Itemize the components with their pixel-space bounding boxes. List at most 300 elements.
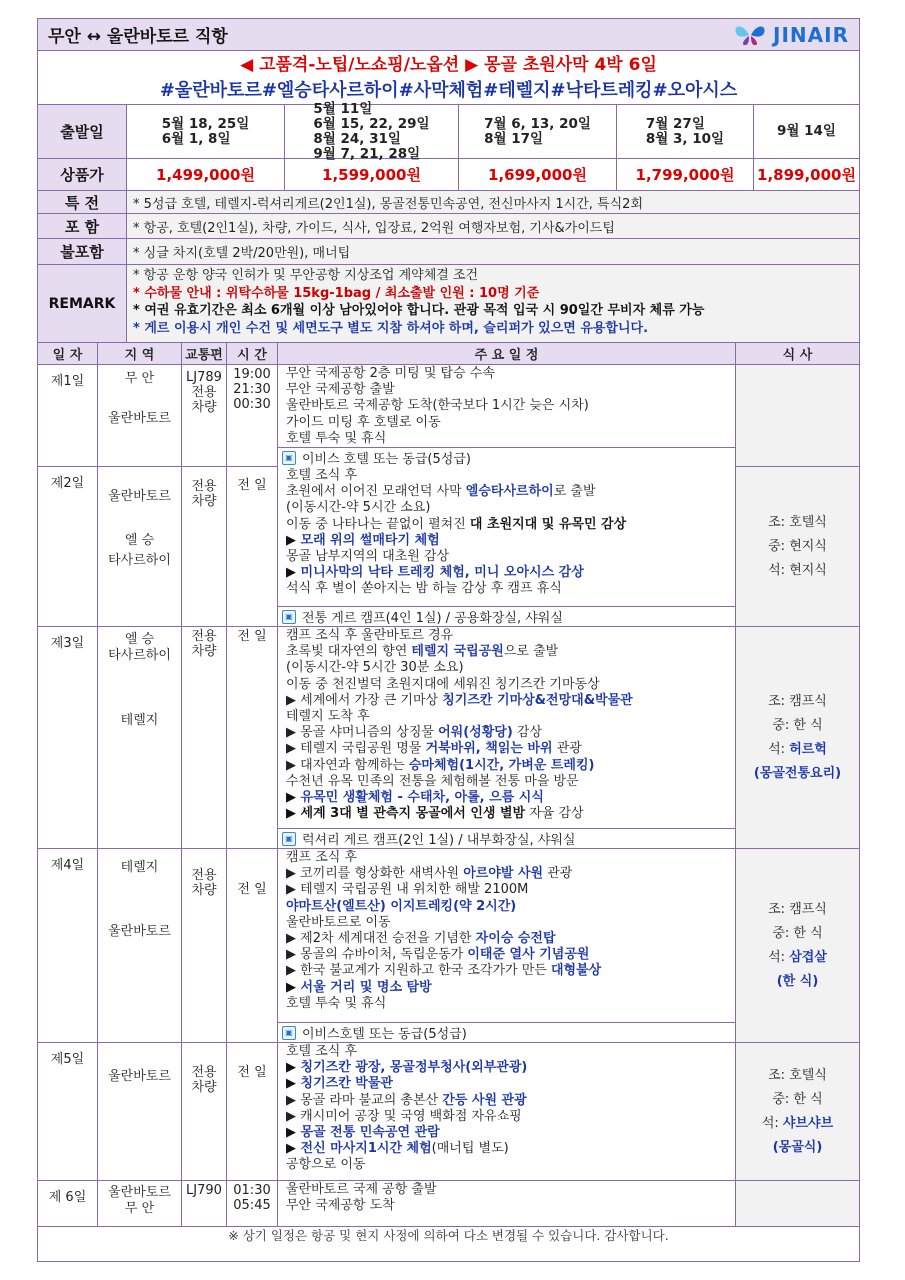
remark-line: * 여권 유효기간은 최소 6개월 이상 남아있어야 합니다. 관광 목적 입국 시 90일간 무비자 체류 가능: [133, 303, 705, 318]
text-segment: 칭기즈칸 기마상&전망대&박물관: [442, 692, 633, 708]
text-segment: (이동시간-약 5시간 30분 소요): [286, 660, 464, 676]
col-header-day: 일 자: [38, 343, 98, 364]
price-values: [127, 159, 859, 190]
time-item: 전 일: [237, 478, 267, 493]
text-segment: ▶ 세계에서 가장 큰 기마상: [286, 692, 443, 708]
schedule-line: [286, 1157, 735, 1173]
schedule-line: [286, 677, 735, 693]
day-region: [98, 467, 182, 626]
promo-banner: [38, 51, 859, 105]
meal-item: [773, 1136, 823, 1160]
excluded-row: [38, 239, 859, 265]
schedule-header: [38, 343, 859, 365]
price-value: 1,799,000원: [635, 166, 735, 184]
price-cell: [754, 159, 859, 190]
price-cell: [459, 159, 617, 190]
schedule-line: [286, 996, 735, 1012]
remark-row: [38, 265, 859, 343]
day-row: [38, 365, 859, 467]
price-cell: [285, 159, 459, 190]
text-segment: 울란바토르 국제공항 도착(한국보다 1시간 늦은 시차): [286, 398, 589, 414]
text-segment: 울란바토르로 이동: [286, 914, 391, 930]
schedule-lines: [278, 627, 735, 828]
col-header-region: 지 역: [98, 343, 182, 364]
region-name: 울란바토르: [108, 924, 171, 939]
schedule-line: [286, 758, 735, 774]
features-row: [38, 191, 859, 214]
region-name: 무 안: [124, 1201, 155, 1216]
text-segment: 테렐지 도착 후: [286, 709, 370, 725]
text-segment: 전신 마사지1시간 체험: [300, 1141, 432, 1157]
remark-text: [127, 265, 859, 342]
text-segment: (몽골전통요리): [753, 765, 842, 781]
text-segment: ▶: [286, 1060, 301, 1076]
text-segment: 대형불상: [550, 963, 602, 979]
schedule-lines: [278, 1043, 735, 1180]
schedule-line: [286, 628, 735, 644]
text-segment: 무안 국제공항 출발: [286, 382, 395, 398]
text-segment: 승마체험(1시간, 가벼운 트레킹): [408, 757, 595, 773]
departure-date: 9월 14일: [777, 123, 836, 139]
text-segment: 감상: [512, 725, 543, 741]
day-transport: [182, 467, 227, 626]
excluded-text: * 싱글 차지(호텔 2박/20만원), 매너팁: [127, 239, 859, 264]
text-segment: 이태준 열사 기념공원: [467, 947, 590, 963]
text-segment: 거북바위, 책읽는 바위: [425, 741, 553, 757]
schedule-line: [286, 1093, 735, 1109]
time-item: 전 일: [237, 1065, 267, 1080]
text-segment: (이동시간-약 5시간 소요): [286, 500, 431, 516]
schedule-line: [286, 1076, 735, 1092]
price-value: 1,699,000원: [488, 166, 587, 184]
remark-label: REMARK: [38, 265, 127, 342]
schedule-line: [286, 644, 735, 660]
departure-date-cell: [127, 105, 285, 158]
text-segment: 중: 한 식: [772, 925, 823, 941]
text-segment: 무안 국제공항 도착: [286, 1198, 395, 1214]
included-label: 포 함: [38, 214, 127, 238]
day-schedule: [278, 467, 736, 626]
day-number: 제2일: [38, 467, 98, 626]
region-name: 울란바토르: [108, 1069, 171, 1084]
schedule-line: [286, 1060, 735, 1076]
text-segment: 허르헉: [789, 741, 827, 757]
schedule-line: [286, 533, 735, 549]
schedule-line: [286, 565, 735, 581]
text-segment: 캠프 조식 후: [286, 850, 358, 865]
text-segment: 초원에서 이어진 모래언덕 사막: [286, 484, 466, 500]
price-value: 1,499,000원: [156, 166, 255, 184]
text-segment: 몽골 전통 민속공연 관람: [300, 1125, 440, 1141]
included-row: [38, 214, 859, 239]
schedule-lines: [278, 1181, 735, 1226]
text-segment: ▶: [286, 1076, 301, 1092]
hotel-icon: ▣: [282, 832, 296, 846]
transport-item: 차량: [191, 1080, 217, 1095]
region-name: 테렐지: [120, 860, 159, 875]
meal-item: [772, 1088, 822, 1112]
schedule-body: [38, 365, 859, 1227]
departure-date-lines: [646, 117, 724, 147]
schedule-line: [286, 931, 735, 947]
text-segment: ▶: [286, 979, 301, 995]
text-segment: ▶ 몽골 샤머니즘의 상징물: [286, 725, 439, 741]
hotel-info: [278, 1022, 735, 1042]
footer-note: ※ 상기 일정은 항공 및 현지 사정에 의하여 다소 변경될 수 있습니다. 감사합니다.: [228, 1228, 669, 1243]
day-number: 제 6일: [38, 1181, 98, 1226]
itinerary-sheet: [37, 18, 860, 1262]
departure-date-cell: [754, 105, 859, 158]
text-segment: ▶ 몽골의 슈바이처, 독립운동가: [286, 947, 468, 963]
text-segment: ▶: [286, 1125, 301, 1141]
remark-line: * 항공 운항 양국 인허가 및 무안공항 지상조업 계약체결 조건: [133, 268, 479, 283]
text-segment: 조: 캠프식: [768, 693, 827, 709]
schedule-line: [286, 899, 735, 915]
schedule-line: [286, 1141, 735, 1157]
departure-date-lines: [484, 117, 591, 147]
schedule-lines: [278, 365, 735, 447]
schedule-line: [286, 415, 735, 431]
day-number: 제1일: [38, 365, 98, 466]
text-segment: ▶: [286, 532, 301, 548]
text-segment: ▶ 테렐지 국립공원 명물: [286, 741, 426, 757]
transport-item: 전용: [191, 1065, 217, 1080]
price-value: 1,599,000원: [322, 166, 421, 184]
text-segment: 무안 국제공항 2층 미팅 및 탑승 수속: [286, 366, 495, 381]
schedule-line: [286, 431, 735, 447]
transport-item: [182, 853, 226, 868]
day-meals: [736, 849, 859, 1042]
day-transport: [182, 627, 227, 848]
meal-item: [768, 535, 827, 559]
region-name: 엘 승: [124, 632, 155, 647]
logo-text: JINAIR: [773, 22, 849, 47]
time-item: 01:30: [233, 1183, 271, 1198]
day-schedule: [278, 365, 736, 466]
day-meals: [736, 1043, 859, 1180]
meal-item: [768, 898, 827, 922]
text-segment: 엘승타사르하이: [465, 484, 554, 500]
text-segment: 호텔 투숙 및 휴식: [286, 430, 387, 446]
text-segment: 칭기즈칸 박물관: [300, 1076, 393, 1092]
text-segment: 대 초원지대 및 유목민 감상: [469, 516, 627, 532]
price-cell: [617, 159, 754, 190]
schedule-lines: [278, 849, 735, 1022]
transport-item: 차량: [191, 400, 217, 415]
text-segment: 어워(성황당): [438, 725, 513, 741]
meal-item: [768, 738, 827, 762]
region-name: 엘 승: [124, 533, 155, 548]
meal-item: [768, 559, 827, 583]
text-segment: (매너팁 별도): [431, 1141, 509, 1157]
departure-date: 8월 24, 31일: [313, 130, 401, 147]
route-title: 무안 ↔ 울란바토르 직항: [48, 27, 228, 47]
day-row: [38, 467, 859, 627]
meal-item: [777, 970, 819, 994]
departure-date-cell: [459, 105, 617, 158]
features-text: * 5성급 호텔, 테렐지-럭셔리게르(2인1실), 몽골전통민속공연, 전신마사지 1시간, 특식2회: [127, 191, 859, 213]
day-region: [98, 1043, 182, 1180]
day-number: 제3일: [38, 627, 98, 848]
col-header-schedule: 주 요 일 정: [278, 343, 736, 364]
text-segment: 캠프 조식 후 울란바토르 경유: [286, 628, 454, 643]
schedule-lines: [278, 467, 735, 606]
day-time: [227, 1181, 278, 1226]
region-name: 울란바토르: [108, 411, 171, 426]
text-segment: 칭기즈칸 광장, 몽골정부청사(외부관광): [300, 1060, 528, 1076]
text-segment: (몽골식): [772, 1139, 823, 1155]
text-segment: 조: 호텔식: [768, 1067, 827, 1083]
hotel-name: 전통 게르 캠프(4인 1실) / 공용화장실, 샤워실: [302, 611, 563, 626]
price-row: [38, 159, 859, 191]
hotel-icon: ▣: [282, 610, 296, 624]
day-row: [38, 1181, 859, 1227]
schedule-line: [286, 709, 735, 725]
text-segment: 공항으로 이동: [286, 1157, 366, 1173]
text-segment: 샤브샤브: [782, 1115, 834, 1131]
text-segment: 석:: [768, 741, 790, 757]
schedule-line: [286, 1044, 735, 1060]
meal-item: [768, 511, 827, 535]
day-time: [227, 849, 278, 1042]
day-transport: [182, 365, 227, 466]
departure-date: 7월 27일: [645, 115, 705, 132]
day-number: 제5일: [38, 1043, 98, 1180]
text-segment: ▶ 몽골 라마 불교의 총본산: [286, 1092, 443, 1108]
price-cell: [127, 159, 285, 190]
schedule-line: [286, 366, 735, 382]
schedule-line: [286, 484, 735, 500]
transport-item: LJ790: [186, 1183, 222, 1198]
text-segment: 중: 현지식: [768, 538, 827, 554]
text-segment: 석:: [761, 1115, 783, 1131]
schedule-line: [286, 398, 735, 414]
departure-date: 5월 18, 25일: [161, 115, 250, 132]
day-region: [98, 627, 182, 848]
included-text: * 항공, 호텔(2인1실), 차량, 가이드, 식사, 입장료, 2억원 여행자보험, 기사&가이드팁: [127, 214, 859, 238]
schedule-line: [286, 660, 735, 676]
meal-item: [772, 922, 822, 946]
departure-date-lines: [777, 124, 836, 139]
text-segment: ▶ 대자연과 함께하는: [286, 757, 409, 773]
text-segment: 유목민 생활체험 - 수태차, 아롤, 으름 시식: [300, 790, 544, 806]
text-segment: 조: 호텔식: [768, 514, 827, 530]
schedule-line: [286, 517, 735, 533]
region-name: [98, 899, 181, 921]
region-name: 테렐지: [120, 713, 159, 728]
schedule-line: [286, 774, 735, 790]
day-meals: [736, 1181, 859, 1226]
text-segment: 중: 한 식: [772, 717, 823, 733]
hotel-icon: ▣: [282, 451, 296, 465]
meal-item: [762, 1112, 833, 1136]
schedule-line: [286, 500, 735, 516]
hotel-info: [278, 828, 735, 848]
schedule-line: [286, 790, 735, 806]
departure-date-cell: [617, 105, 754, 158]
text-segment: 호텔 조식 후: [286, 1044, 358, 1059]
departure-date: 5월 11일: [313, 100, 373, 117]
text-segment: 조: 캠프식: [768, 901, 827, 917]
col-header-time: 시 간: [227, 343, 278, 364]
departure-dates: [127, 100, 859, 162]
text-segment: ▶ 테렐지 국립공원 내 위치한 해발 2100M: [286, 882, 529, 898]
schedule-line: [286, 1109, 735, 1125]
departure-date: 7월 6, 13, 20일: [484, 115, 591, 132]
transport-item: LJ789: [186, 370, 222, 385]
text-segment: 가이드 미팅 후 호텔로 이동: [286, 414, 441, 430]
text-segment: 석식 후 별이 쏟아지는 밤 하늘 감상 후 캠프 휴식: [286, 581, 562, 597]
schedule-line: [286, 963, 735, 979]
text-segment: 호텔 투숙 및 휴식: [286, 995, 387, 1011]
region-name: [98, 877, 181, 899]
day-region: [98, 849, 182, 1042]
col-header-meal: 식 사: [782, 348, 813, 363]
day-region: [98, 1181, 182, 1226]
text-segment: 간등 사원 관광: [442, 1092, 527, 1108]
day-row: [38, 849, 859, 1043]
excluded-label: 불포함: [38, 239, 127, 264]
banner-headline: ◀ 고품격-노팁/노쇼핑/노옵션 ▶ 몽골 초원사막 4박 6일: [240, 55, 657, 75]
transport-item: 차량: [191, 883, 217, 898]
departure-date: 8월 17일: [484, 130, 544, 147]
text-segment: 아르야발 사원: [463, 866, 544, 882]
text-segment: 호텔 조식 후: [286, 468, 358, 483]
transport-item: 전용: [191, 868, 217, 883]
text-segment: 중: 한 식: [772, 1091, 823, 1107]
meal-item: [768, 1064, 827, 1088]
schedule-line: [286, 850, 735, 866]
text-segment: ▶ 한국 불교계가 지원하고 한국 조각가가 만든: [286, 963, 551, 979]
day-time: [227, 627, 278, 848]
region-name: 무 안: [124, 371, 155, 386]
text-segment: 울란바토르 국제 공항 출발: [286, 1182, 437, 1197]
schedule-line: [286, 549, 735, 565]
text-segment: 테렐지 국립공원: [411, 644, 504, 660]
text-segment: ▶: [286, 565, 301, 581]
day-transport: [182, 849, 227, 1042]
schedule-line: [286, 915, 735, 931]
text-segment: 관광: [552, 741, 582, 757]
remark-line: * 게르 이용시 개인 수건 및 세면도구 별도 지참 하셔야 하며, 슬리퍼가 있으면 유용합니다.: [133, 320, 649, 336]
day-transport: [182, 1181, 227, 1226]
schedule-line: [286, 947, 735, 963]
schedule-line: [286, 382, 735, 398]
hotel-name: 이비스호텔 또는 동급(5성급): [302, 1027, 467, 1042]
meal-item: [754, 762, 841, 786]
text-segment: ▶ 제2차 세계대전 승전을 기념한: [286, 931, 476, 947]
butterfly-icon: [733, 23, 767, 47]
text-segment: 자율 감상: [525, 806, 584, 822]
time-item: 05:45: [233, 1198, 271, 1213]
price-label: 상품가: [38, 159, 127, 190]
transport-item: 전용: [191, 385, 217, 400]
hotel-info: [278, 447, 735, 467]
transport-item: 전용: [191, 479, 217, 494]
day-schedule: [278, 627, 736, 848]
col-header-transport: 교통편: [182, 343, 227, 364]
schedule-line: [286, 866, 735, 882]
schedule-line: [286, 468, 735, 484]
departure-row: [38, 100, 859, 162]
text-segment: ▶: [286, 790, 301, 806]
time-item: 전 일: [237, 629, 267, 644]
day-row: [38, 627, 859, 849]
departure-date: 6월 1, 8일: [161, 130, 231, 147]
text-segment: ▶: [286, 806, 301, 822]
text-segment: 이동 중 천진벌덕 초원지대에 세워진 칭기즈칸 기마동상: [286, 676, 600, 692]
region-name: [98, 680, 181, 696]
price-value: 1,899,000원: [757, 166, 856, 184]
text-segment: 으로 출발: [503, 644, 559, 660]
schedule-line: [286, 1198, 735, 1214]
schedule-line: [286, 1182, 735, 1198]
day-number: 제4일: [38, 849, 98, 1042]
day-region: [98, 365, 182, 466]
schedule-line: [286, 581, 735, 597]
schedule-line: [286, 741, 735, 757]
departure-date: 8월 3, 10일: [645, 130, 725, 147]
departure-date: 9월 7, 21, 28일: [313, 145, 421, 162]
schedule-line: [286, 806, 735, 822]
meal-item: [768, 946, 827, 970]
text-segment: 세계 3대 별 관측지 몽골에서 인생 별밤: [300, 806, 526, 822]
departure-date-lines: [313, 102, 429, 162]
schedule-line: [286, 725, 735, 741]
banner-hashtags: #울란바토르#엘승타사르하이#사막체험#테렐지#낙타트레킹#오아시스: [159, 80, 738, 101]
time-item: 21:30: [233, 382, 271, 397]
region-name: [98, 664, 181, 680]
text-segment: 서울 거리 및 명소 탐방: [300, 979, 432, 995]
day-meals: [736, 627, 859, 848]
features-label: 특 전: [38, 191, 127, 213]
airline-logo: [733, 23, 849, 47]
text-segment: 미니사막의 낙타 트레킹 체험, 미니 오아시스 감상: [300, 565, 584, 581]
text-segment: 모래 위의 썰매타기 체험: [300, 532, 440, 548]
day-time: [227, 467, 278, 626]
transport-item: 차량: [191, 644, 217, 659]
time-item: 00:30: [233, 397, 271, 412]
day-schedule: [278, 849, 736, 1042]
hotel-name: 이비스 호텔 또는 동급(5성급): [302, 452, 471, 468]
region-name: [98, 696, 181, 712]
transport-item: 차량: [191, 494, 217, 509]
schedule-line: [286, 882, 735, 898]
text-segment: 자이승 승전탑: [475, 931, 556, 947]
departure-date-cell: [285, 100, 459, 162]
text-segment: 몽골 남부지역의 대초원 감상: [286, 549, 450, 565]
text-segment: (한 식): [776, 973, 819, 989]
hotel-name: 럭셔리 게르 캠프(2인 1실) / 내부화장실, 샤워실: [302, 833, 576, 848]
text-segment: 수천년 유목 민족의 전통을 체험해볼 전통 마을 방문: [286, 773, 579, 789]
region-name: [98, 508, 181, 530]
day-schedule: [278, 1043, 736, 1180]
schedule-line: [286, 1125, 735, 1141]
hotel-icon: ▣: [282, 1026, 296, 1040]
day-transport: [182, 1043, 227, 1180]
hotel-info: [278, 606, 735, 626]
day-row: [38, 1043, 859, 1181]
text-segment: ▶: [286, 1141, 301, 1157]
day-time: [227, 365, 278, 466]
transport-item: 전용: [191, 629, 217, 644]
text-segment: 석:: [768, 949, 790, 965]
day-meals: [736, 365, 859, 466]
region-name: 타사르하이: [108, 553, 171, 568]
time-item: 전 일: [237, 882, 267, 897]
text-segment: 야마트산(엘트산) 이지트레킹(약 2시간): [286, 898, 517, 914]
day-schedule: [278, 1181, 736, 1226]
